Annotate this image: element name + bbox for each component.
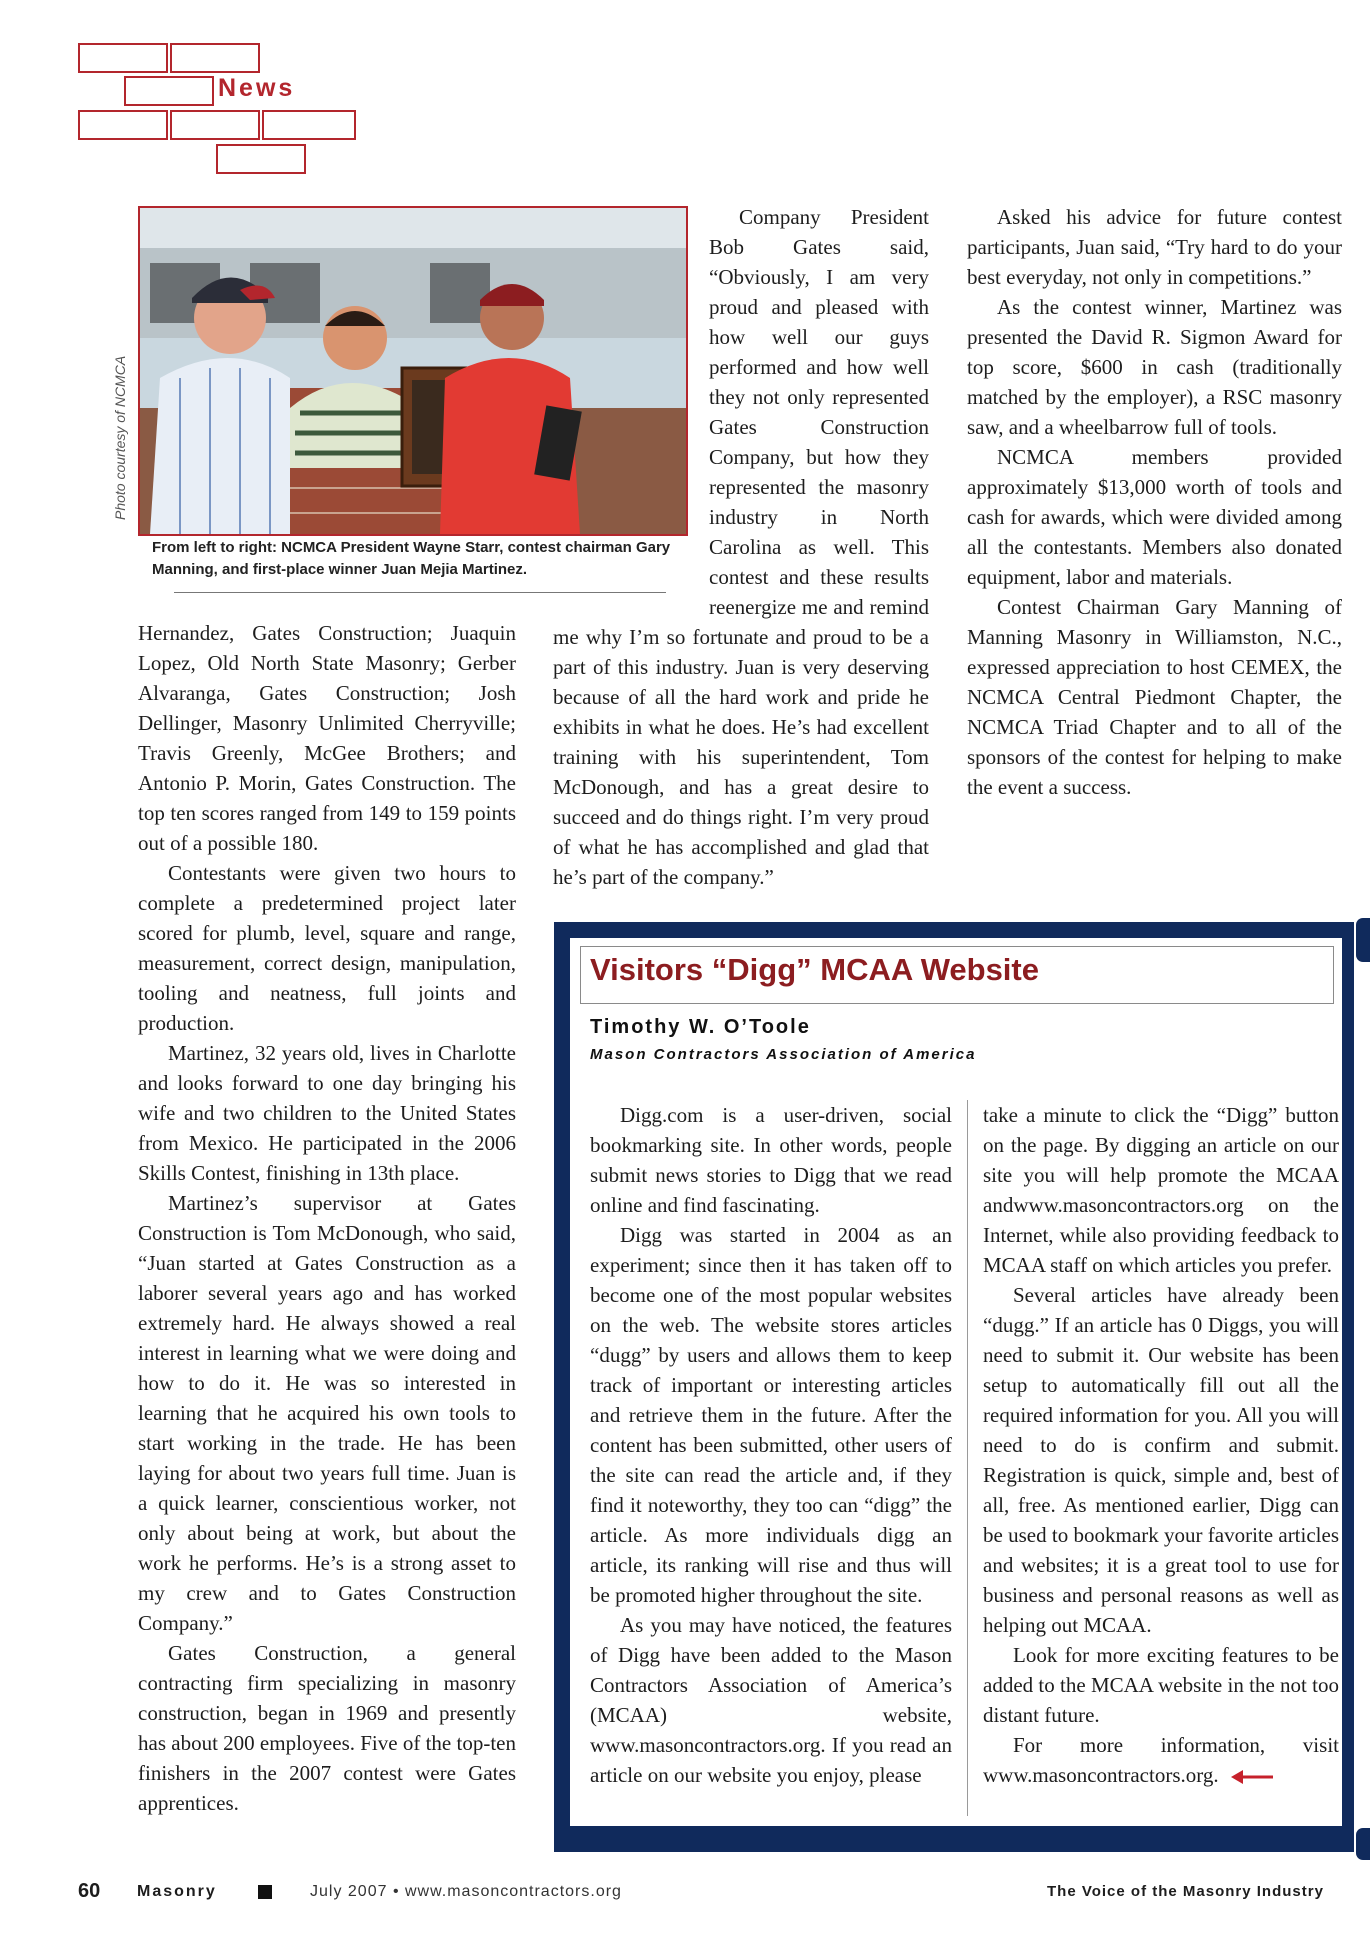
sidebar-column-divider: [967, 1100, 968, 1816]
article-column-3: [967, 202, 1342, 802]
paragraph: Gates Construction, a general contracting firm specializing in masonry construction, began in 1969 and presently has about 200 employees. Five of the top-ten finishers in the 2007 contest were Gates apprentices.: [138, 1641, 516, 1815]
sidebar-column-1: [590, 1100, 952, 1790]
paragraph: Martinez, 32 years old, lives in Charlotte and looks forward to one day bringing his wife and two children to the United States from Mexico. He participated in the 2006 Skills Contest, finishing in 13th place.: [138, 1041, 516, 1185]
paragraph: [983, 1730, 1339, 1790]
section-label: News: [218, 74, 296, 102]
sidebar-column-2: [983, 1100, 1339, 1790]
page-edge-tab: [1356, 1828, 1370, 1860]
paragraph: Hernandez, Gates Construction; Juaquin Lopez, Old North State Masonry; Gerber Alvaranga, Gates Construction; Josh Dellinger, Masonry Unlimited Cherryville; Travis Greenly, McGee Brothers; and Antonio P. Morin, Gates Construction. The top ten scores ranged from 149 to 159 points out of a possible 180.: [138, 621, 516, 855]
closing-line: For more information, visit www.masoncontractors.org.: [983, 1733, 1339, 1787]
paragraph: Digg.com is a user-driven, social bookmarking site. In other words, people submit news stories to Digg that we read online and find fascinating.: [590, 1103, 952, 1217]
page-number: 60: [78, 1880, 101, 1902]
paragraph: As the contest winner, Martinez was presented the David R. Sigmon Award for top score, $600 in cash (traditionally matched by the employer), a RSC masonry saw, and a wheelbarrow full of tools.: [967, 295, 1342, 439]
footer-square: [258, 1885, 272, 1899]
article-column-2: [553, 202, 929, 892]
article-column-1: [138, 618, 516, 1818]
sidebar-title: Visitors “Digg” MCAA Website: [590, 952, 1039, 987]
paragraph: take a minute to click the “Digg” button on the page. By digging an article on our site you will help promote the MCAA andwww.masoncontractors.org on the Internet, while also providing feedback to MCAA staff on which articles you prefer.: [983, 1103, 1339, 1277]
paragraph: Company President Bob Gates said, “Obviously, I am very proud and pleased with how well our guys performed and how well they not only represented Gates Construction Company, but how they represented the masonry industry in North Carolina as well. This contest and these results reenergize me and remind me why I’m so fortunate and proud to be a part of this industry. Juan is very deserving because of all the hard work and pride he exhibits in what he does. He’s had excellent training with his superintendent, Tom McDonough, and has a great desire to succeed and do things right. I’m very proud of what he has accomplished and glad that he’s part of the company.”: [553, 205, 929, 889]
sidebar-author-org: Mason Contractors Association of America: [590, 1046, 977, 1063]
issue-info: July 2007 • www.masoncontractors.org: [310, 1883, 622, 1900]
paragraph: Asked his advice for future contest participants, Juan said, “Try hard to do your best everyday, not only in competitions.”: [967, 205, 1342, 289]
photo-wrap-spacer: [553, 202, 709, 610]
paragraph: Look for more exciting features to be added to the MCAA website in the not too distant future.: [983, 1643, 1339, 1727]
tagline: The Voice of the Masonry Industry: [1047, 1883, 1324, 1900]
paragraph: Several articles have already been “dugg.” If an article has 0 Diggs, you will need to submit it. Our website has been setup to automatically fill out all the required information for you. All you will need to do is confirm and submit. Registration is quick, simple and, best of all, free. As mentioned earlier, Digg can be used to bookmark your favorite articles and websites; it is a great tool to use for business and personal reasons as well as helping out MCAA.: [983, 1283, 1339, 1637]
paragraph: Digg was started in 2004 as an experiment; since then it has taken off to become one of the most popular websites on the web. The website stores articles “dugg” by users and allows them to keep track of important or interesting articles and retrieve them in the future. After the content has been submitted, other users of the site can read the article and, if they find it noteworthy, they too can “digg” the article. As more individuals digg an article, its ranking will rise and thus will be promoted higher throughout the site.: [590, 1223, 952, 1607]
paragraph: NCMCA members provided approximately $13,000 worth of tools and cash for awards, which were divided among all the contestants. Members also donated equipment, labor and materials.: [967, 445, 1342, 589]
paragraph: Contest Chairman Gary Manning of Manning Masonry in Williamston, N.C., expressed appreciation to host CEMEX, the NCMCA Central Piedmont Chapter, the NCMCA Triad Chapter and to all of the sponsors of the contest for helping to make the event a success.: [967, 595, 1342, 799]
photo-caption: From left to right: NCMCA President Wayne Starr, contest chairman Gary Manning, and first-place winner Juan Mejia Martinez.: [152, 539, 671, 578]
paragraph: Martinez’s supervisor at Gates Construction is Tom McDonough, who said, “Juan started at Gates Construction as a laborer several years ago and has worked extremely hard. He always showed a real interest in learning what we were doing and how to do it. He was so interested in learning that he acquired his own tools to start working in the trade. He has been laying for about two years full time. Juan is a quick learner, conscientious worker, not only about being at work, but about the work he performs. He’s is a strong asset to my crew and to Gates Construction Company.”: [138, 1191, 516, 1635]
paragraph: As you may have noticed, the features of Digg have been added to the Mason Contractors Association of America’s (MCAA) website, www.masoncontractors.org. If you read an article on our website you enjoy, please: [590, 1613, 952, 1787]
page-edge-tab: [1356, 918, 1370, 962]
end-arrow-icon: [1229, 1769, 1275, 1785]
paragraph: Contestants were given two hours to complete a predetermined project later scored for plumb, level, square and range, measurement, correct design, manipulation, tooling and neatness, full joints and production.: [138, 861, 516, 1035]
photo-credit: Photo courtesy of NCMCA: [112, 355, 128, 520]
sidebar-author: Timothy W. O’Toole: [590, 1016, 811, 1038]
magazine-name: Masonry: [137, 1883, 217, 1900]
